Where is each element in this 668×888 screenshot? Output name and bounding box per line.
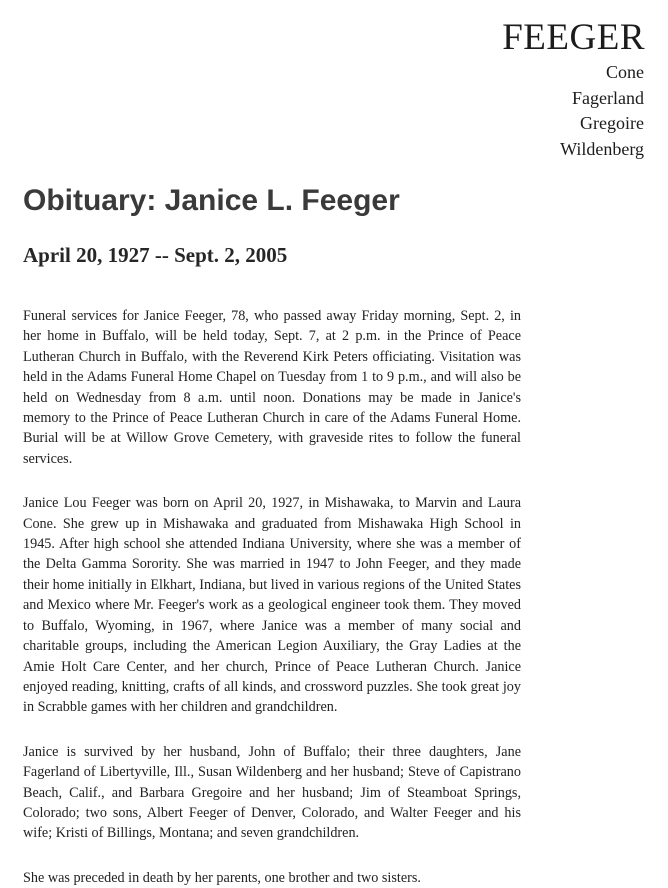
life-dates: April 20, 1927 -- Sept. 2, 2005 bbox=[23, 243, 288, 267]
family-header bbox=[502, 16, 644, 162]
related-family-name: Fagerland bbox=[572, 87, 644, 108]
family-name: FEEGER bbox=[502, 17, 645, 58]
funeral-services-paragraph: Funeral services for Janice Feeger, 78, who passed away Friday morning, Sept. 2, in her home in Buffalo, will be held today, Sept. 7, at 2 p.m. in the Prince of Peace Lutheran Church in Buffalo, with the Reverend Kirk Peters officiating. Visitation was held in the Adams Funeral Home Chapel on Tuesday from 1 to 9 p.m., and will also be held on Wednesday from 8 a.m. until noon. Donations may be made in Janice's memory to the Prince of Peace Lutheran Church in care of the Adams Funeral Home. Burial will be at Willow Grove Cemetery, with graveside rites to follow the funeral services. bbox=[23, 308, 521, 467]
obituary-title: Obituary: Janice L. Feeger bbox=[23, 184, 400, 217]
related-family-name: Gregoire bbox=[580, 113, 644, 133]
obituary-body bbox=[23, 306, 521, 888]
related-families-list bbox=[502, 60, 644, 162]
biography-paragraph: Janice Lou Feeger was born on April 20, 1927, in Mishawaka, to Marvin and Laura Cone. She grew up in Mishawaka and graduated from Mishawaka High School in 1945. After high school she attended Indiana University, where she was a member of the Delta Gamma Sorority. She was married in 1947 to John Feeger, and they made their home initially in Elkhart, Indiana, but lived in various regions of the United States and Mexico where Mr. Feeger's work as a geological engineer took them. They moved to Buffalo, Wyoming, in 1967, where Janice was a member of many social and charitable groups, including the American Legion Auxiliary, the Gray Ladies at the Amie Holt Care Center, and her church, Prince of Peace Lutheran Church. Janice enjoyed reading, knitting, crafts of all kinds, and crossword puzzles. She took great joy in Scrabble games with her children and grandchildren. bbox=[23, 495, 521, 716]
preceded-in-death-paragraph: She was preceded in death by her parents, one brother and two sisters. bbox=[23, 869, 421, 886]
related-family-name: Wildenberg bbox=[560, 138, 644, 159]
survivors-paragraph: Janice is survived by her husband, John of Buffalo; their three daughters, Jane Fagerland of Libertyville, Ill., Susan Wildenberg and her husband; Steve of Capistrano Beach, Calif., and Barbara Gregoire and her husband; Jim of Steamboat Springs, Colorado; two sons, Albert Feeger of Denver, Colorado, and Walter Feeger and his wife; Kristi of Billings, Montana; and seven grandchildren. bbox=[23, 743, 521, 842]
related-family-name: Cone bbox=[606, 62, 644, 82]
